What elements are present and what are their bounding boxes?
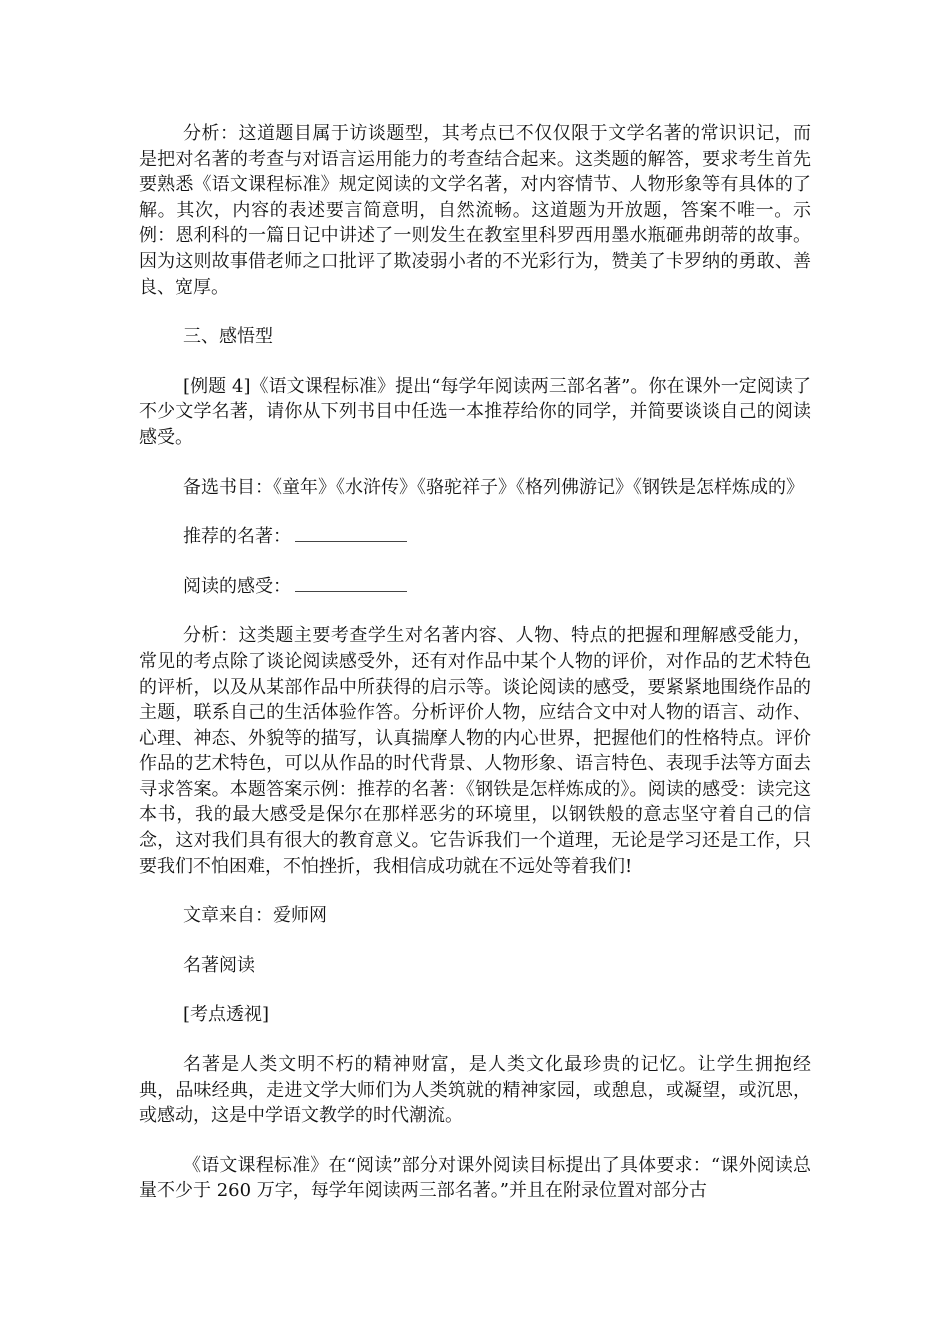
analysis-paragraph-2: 分析：这类题主要考查学生对名著内容、人物、特点的把握和理解感受能力，常见的考点除了谈论阅读感受外，还有对作品中某个人物的评价，对作品的艺术特色的评析，以及从某部作品中所获得的启示等。谈论阅读的感受，要紧紧地围绕作品的主题，联系自己的生活体验作答。分析评价人物，应结合文中对人物的语言、动作、心理、神态、外貌等的描写，认真揣摩人物的内心世界，把握他们的性格特点。评价作品的艺术特色，可以从作品的时代背景、人物形象、语言特色、表现手法等方面去寻求答案。本题答案示例：推荐的名著：《钢铁是怎样炼成的》。阅读的感受：读完这本书，我的最大感受是保尔在那样恶劣的环境里，以钢铁般的意志坚守着自己的信念，这对我们具有很大的教育意义。它告诉我们一个道理，无论是学习还是工作，只要我们不怕困难，不怕挫折，我相信成功就在不远处等着我们! bbox=[139, 625, 811, 877]
recommend-blank bbox=[295, 525, 407, 542]
analysis-paragraph-1: 分析：这道题目属于访谈题型，其考点已不仅仅限于文学名著的常识识记，而是把对名著的考查与对语言运用能力的考查结合起来。这类题的解答，要求考生首先要熟悉《语文课程标准》规定阅读的文学名著，对内容情节、人物形象等有具体的了解。其次，内容的表述要言简意明，自然流畅。这道题为开放题，答案不唯一。示例：恩利科的一篇日记中讲述了一则发生在教室里科罗西用墨水瓶砸弗朗蒂的故事。因为这则故事借老师之口批评了欺凌弱小者的不光彩行为，赞美了卡罗纳的勇敢、善良、宽厚。 bbox=[139, 123, 811, 298]
feeling-line bbox=[139, 574, 811, 600]
recommend-label: 推荐的名著： bbox=[183, 526, 291, 548]
masterpiece-paragraph: 名著是人类文明不朽的精神财富，是人类文化最珍贵的记忆。让学生拥抱经典，品味经典，走进文学大师们为人类筑就的精神家园，或憩息，或凝望，或沉思，或感动，这是中学语文教学的时代潮流。 bbox=[139, 1054, 811, 1127]
standard-paragraph: 《语文课程标准》在“阅读”部分对课外阅读目标提出了具体要求：“课外阅读总量不少于 260 万字，每学年阅读两三部名著。”并且在附录位置对部分古 bbox=[139, 1154, 811, 1202]
book-list: 备选书目：《童年》《水浒传》《骆驼祥子》《格列佛游记》《钢铁是怎样炼成的》 bbox=[183, 476, 804, 498]
source-line: 文章来自：爱师网 bbox=[183, 905, 327, 927]
feeling-label: 阅读的感受： bbox=[183, 575, 291, 597]
feeling-blank bbox=[295, 575, 407, 592]
section-title-mingzhu: 名著阅读 bbox=[183, 954, 255, 976]
section-heading-ganwu: 三、感悟型 bbox=[183, 326, 273, 348]
recommend-line bbox=[139, 524, 811, 550]
kaodian-heading: [考点透视] bbox=[183, 1004, 270, 1026]
example-4-paragraph: [例题 4]《语文课程标准》提出“每学年阅读两三部名著”。你在课外一定阅读了不少文学名著，请你从下列书目中任选一本推荐给你的同学，并简要谈谈自己的阅读感受。 bbox=[139, 375, 811, 448]
document-page bbox=[139, 121, 811, 1204]
